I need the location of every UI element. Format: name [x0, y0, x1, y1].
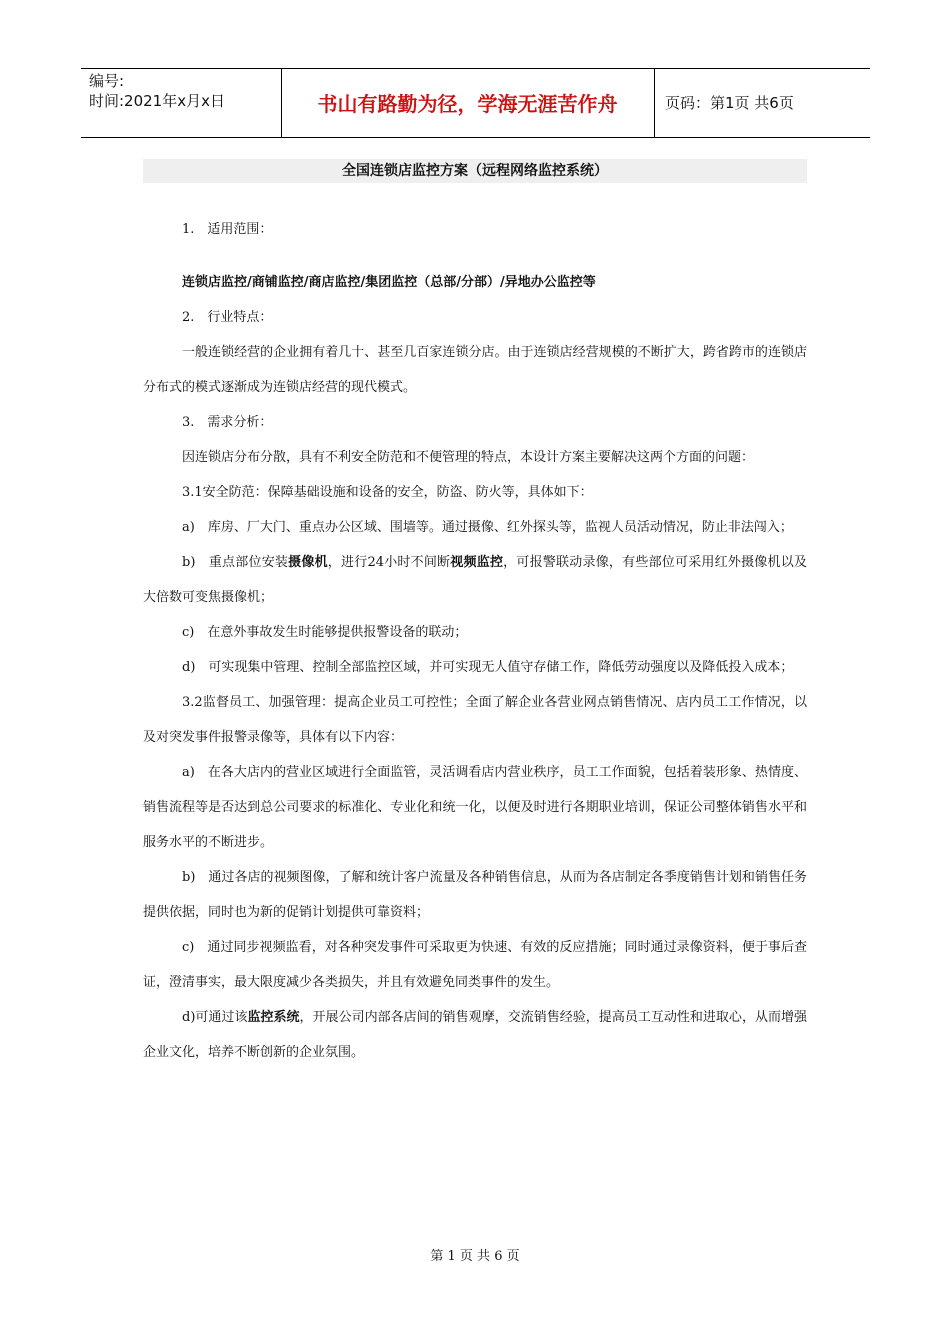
list-item: d) 可实现集中管理、控制全部监控区域，并可实现无人值守存储工作，降低劳动强度以及降低投入成本； [182, 660, 794, 675]
list-item: c) 通过同步视频监看，对各种突发事件可采取更为快速、有效的反应措施；同时通过录像资料，便于事后查证，澄清事实，最大限度减少各类损失，并且有效避免同类事件的发生。 [143, 940, 807, 990]
subsection-heading: 3.2监督员工、加强管理：提高企业员工可控性；全面了解企业各营业网点销售情况、店内员工工作情况，以及对突发事件报警录像等，具体有以下内容： [143, 695, 807, 745]
section-heading: 3. 需求分析： [182, 415, 273, 430]
bold-keyword: 监控系统 [247, 1010, 300, 1025]
text-run: b) 重点部位安装 [182, 555, 289, 570]
time-label: 时间:2021年x月x日 [89, 92, 225, 110]
scope-line [143, 265, 807, 300]
list-item: a) 在各大店内的营业区域进行全面监管，灵活调看店内营业秩序，员工工作面貌，包括着装形象、热情度、销售流程等是否达到总公司要求的标准化、专业化和统一化，以便及时进行各期职业培训，保证公司整体销售水平和服务水平的不断进步。 [143, 765, 807, 850]
section-heading: 1. 适用范围： [182, 222, 273, 237]
header-motto: 书山有路勤为径，学海无涯苦作舟 [317, 92, 618, 116]
document-header [81, 68, 870, 138]
text-run: ，开展公司内部各店间的销售观摩，交流销售经验，提高员工互动性和进取心，从而增强企业文化，培养不断创新的企业氛围。 [143, 1010, 807, 1060]
list-item [143, 1000, 807, 1070]
text-run: d)可通过该 [182, 1010, 248, 1025]
bold-keyword: 视频监控 [450, 555, 504, 570]
number-label: 编号: [89, 72, 125, 90]
scope-text: 连锁店监控/商铺监控/商店监控/集团监控（总部/分部）/异地办公监控等 [182, 275, 596, 290]
bold-keyword: 摄像机 [288, 555, 328, 570]
paragraph: 因连锁店分布分散，具有不利安全防范和不便管理的特点，本设计方案主要解决这两个方面的问题： [182, 450, 755, 465]
text-run: ，可报警联动录像，有些部位可采用红外摄像机以及大倍数可变焦摄像机； [143, 555, 807, 605]
page-footer: 第 1 页 共 6 页 [430, 1249, 520, 1264]
list-item: a) 库房、厂大门、重点办公区域、围墙等。通过摄像、红外探头等，监视人员活动情况，防止非法闯入； [182, 520, 793, 535]
list-item [143, 545, 807, 615]
paragraph: 一般连锁经营的企业拥有着几十、甚至几百家连锁分店。由于连锁店经营规模的不断扩大，跨省跨市的连锁店分布式的模式逐渐成为连锁店经营的现代模式。 [143, 345, 807, 395]
list-item: b) 通过各店的视频图像，了解和统计客户流量及各种销售信息，从而为各店制定各季度销售计划和销售任务提供依据，同时也为新的促销计划提供可靠资料； [143, 870, 807, 920]
document-title: 全国连锁店监控方案（远程网络监控系统） [143, 159, 807, 183]
header-page-info: 页码：第1页 共6页 [665, 94, 794, 112]
header-divider [654, 69, 655, 137]
section-heading: 2. 行业特点： [182, 310, 273, 325]
list-item: c) 在意外事故发生时能够提供报警设备的联动； [182, 625, 468, 640]
text-run: ，进行24小时不间断 [327, 555, 451, 570]
header-meta [89, 71, 279, 111]
subsection-heading: 3.1安全防范：保障基础设施和设备的安全，防盗、防火等，具体如下： [182, 485, 593, 500]
document-body [143, 212, 807, 1070]
